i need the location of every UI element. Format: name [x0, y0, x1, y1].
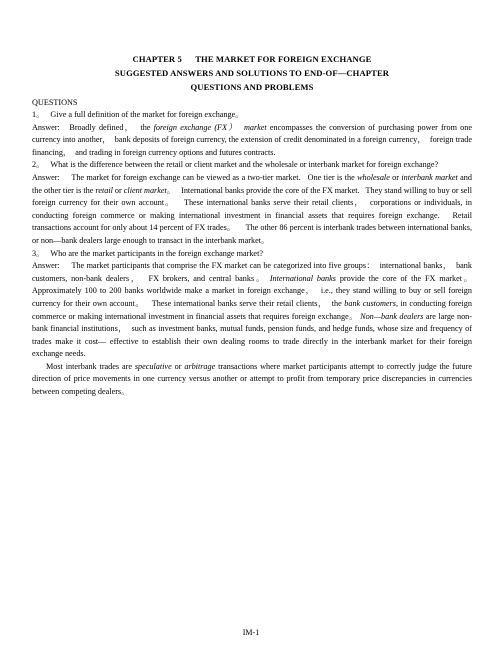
question-2: 2。 What is the difference between the retail or client market and the wholesale or interbank market for foreign exchange? [32, 160, 439, 170]
answer-2-text: or [112, 185, 124, 195]
page-number: IM-1 [242, 628, 260, 637]
answer-2-text: or [389, 172, 402, 182]
section-heading-questions: QUESTIONS [32, 98, 78, 107]
answer-1-lead: Answer: Broadly defined， the [32, 122, 154, 132]
answer-3-p2-lead: Most interbank trades are [46, 361, 135, 371]
answer-2 [32, 172, 475, 248]
answer-2-term-wholesale: wholesale [357, 172, 390, 182]
question-1: 1。 Give a full definition of the market for foreign exchange。 [32, 110, 244, 119]
answer-1-term: foreign exchange (FX） market [153, 122, 267, 132]
subtitle-line-2: QUESTIONS AND PROBLEMS [190, 82, 314, 92]
answer-3-p2-text: or [171, 361, 185, 371]
answer-2-term-retail: retail [95, 185, 113, 195]
answer-3-term-arbitrage: arbitrage [184, 361, 216, 371]
answer-3 [32, 260, 483, 361]
answer-2-text: and the other tier is the [32, 172, 475, 195]
answer-3-term-banks: International banks [269, 273, 336, 283]
answer-2-term-client: client market [123, 185, 167, 195]
answer-3-term-speculative: speculative [134, 361, 172, 371]
answer-2-term-interbank: interbank market [401, 172, 458, 182]
answer-3-p2-text: transactions where market participants attempt to correctly judge the future direction of price movements in one currency versus another or attempt to profit from temporary price discrepancies in currencies between competing dealers。 [32, 361, 472, 397]
chapter-title: CHAPTER 5 THE MARKET FOR FOREIGN EXCHANGE [132, 54, 372, 64]
answer-3-text: provide the core of the FX market。 Approximately 100 to 200 banks worldwide make a market in foreign exchange， i.e., they stand willing to buy or sell foreign currency for their own account。 These international banks serve their retail clients， the [32, 273, 483, 308]
question-3: 3。 Who are the market participants in the foreign exchange market? [32, 248, 263, 258]
answer-3-term-nonbank: Non—bank dealers [360, 311, 424, 321]
answer-3-term-customers: bank customers [344, 298, 396, 308]
answer-3-lead: Answer: The market participants that comprise the FX market can be categorized into five groups： international banks， bank customers, non-bank dealers， FX brokers, and central banks。 [32, 261, 475, 283]
answer-2-lead: Answer: The market for foreign exchange can be viewed as a two-tier market. One tier is the [32, 172, 358, 182]
answer-3-text: are large non-bank financial institutions， such as investment banks, mutual funds, pension funds, and hedge funds, whose size and frequency of trades make it cost— effective to establish their own dealing rooms to trade directly in the interbank market for their foreign exchange needs. [32, 311, 475, 359]
document-body [32, 52, 483, 399]
subtitle-line: SUGGESTED ANSWERS AND SOLUTIONS TO END-OF—CHAPTER [114, 68, 390, 78]
answer-1 [32, 122, 475, 160]
answer-1-text: encompasses the conversion of purchasing power from one currency into another， bank deposits of foreign currency, the extension of credit denominated in a foreign currency， foreign trade financing， and trading in foreign currency options and futures contracts. [32, 122, 475, 157]
answer-2-text: 。 International banks provide the core of the FX market. They stand willing to buy or sell foreign currency for their own account。 These international banks serve their retail clients， corporations or individuals, in conducting foreign commerce or making international investment in financial assets that requires foreign exchange. Retail transactions account for only about 14 percent of FX trades。 The other 86 percent is interbank trades between international banks, or non—bank dealers large enough to transact in the interbank market。 [32, 185, 475, 245]
answer-3-text: , in conducting foreign commerce or making international investment in financial assets that requires foreign exchange。 [32, 298, 475, 321]
answer-3-paragraph-2 [32, 361, 472, 399]
